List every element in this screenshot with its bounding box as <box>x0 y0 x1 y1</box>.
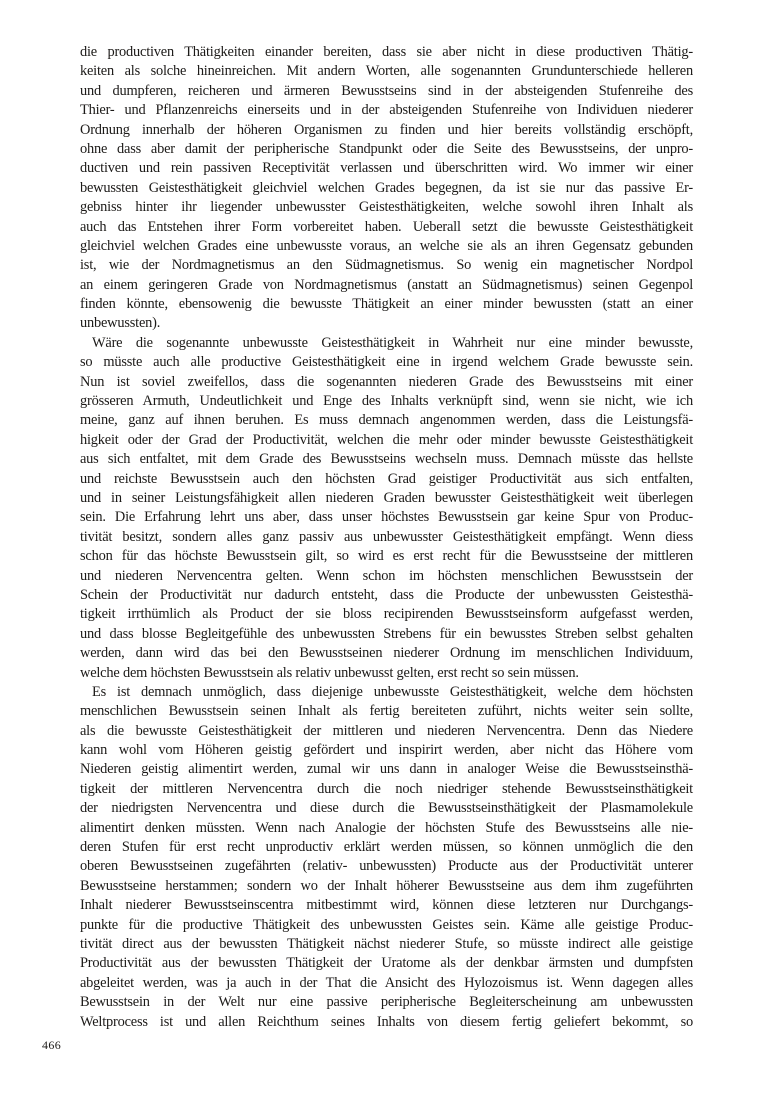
text-line: tivität besitzt, sondern alles ganz passiv aus unbewusster Geistesthätigkeit empfängt. Wenn diess <box>80 528 693 545</box>
text-line: auch das Entstehen ihrer Form vorbereitet haben. Ueberall setzt die bewusste Geistesthätigkeit <box>80 218 693 235</box>
text-line: alimentirt denken müssten. Wenn nach Analogie der höchsten Stufe des Bewusstseins alle nie- <box>80 819 693 836</box>
paragraph <box>80 683 693 1032</box>
text-line: und dass blosse Begleitgefühle des unbewussten Strebens für ein bewusstes Streben selbst gehalten <box>80 625 693 642</box>
text-line: und dumpferen, reicheren und ärmeren Bewusstseins sind in der absteigenden Stufenreihe des <box>80 82 693 99</box>
text-line: Thier- und Pflanzenreichs einerseits und in der absteigenden Stufenreihe von Individuen niederer <box>80 102 693 119</box>
paragraph <box>80 43 693 334</box>
text-line: finden könnte, ebensowenig die bewusste Thätigkeit an einer minder bewussten (statt an einer <box>80 296 693 313</box>
text-line: und in seiner Leistungsfähigkeit allen niederen Graden bewusster Geistesthätigkeit weit überlegen <box>80 489 693 506</box>
text-line: tivität direct aus der bewussten Thätigkeit nächst niederer Stufe, so müsste indirect alle geistige <box>80 935 693 952</box>
text-block <box>80 43 693 1032</box>
text-line: keiten als solche hineinreichen. Mit andern Worten, alle sogenannten Grundunterschiede helleren <box>80 63 693 80</box>
text-line: schon für das höchste Bewusstsein gilt, so wird es erst recht für die Bewusstseine der mittleren <box>80 548 693 565</box>
text-line: punkte für die productive Thätigkeit des unbewussten Geistes sein. Käme alle geistige Produc- <box>80 916 693 933</box>
paragraph <box>80 334 693 683</box>
text-line: higkeit oder der Grad der Productivität, welchen die mehr oder minder bewusste Geistesthätigkeit <box>80 431 693 448</box>
text-line: unbewussten). <box>80 315 161 332</box>
text-line: und reichste Bewusstsein auch den höchsten Grad geistiger Productivität aus sich entfalten, <box>80 470 693 487</box>
text-line: bewussten Geistesthätigkeit gleichviel welchen Grades begegnen, da ist sie nur das passive Er- <box>80 179 693 196</box>
text-line: Es ist demnach unmöglich, dass diejenige unbewusste Geistesthätigkeit, welche dem höchsten <box>92 683 693 700</box>
text-line: ohne dass aber damit der peripherische Standpunkt oder die Seite des Bewusstseins, der unpro- <box>80 140 693 157</box>
text-line: Nun ist soviel zweifellos, dass die sogenannten niederen Grade des Bewusstseins mit einer <box>80 373 693 390</box>
text-line: Weltprocess ist und allen Reichthum seines Inhalts von diesem fertig geliefert bekommt, so <box>80 1013 693 1030</box>
text-line: aus sich entfaltet, mit dem Grade des Bewusstseins wechseln muss. Demnach müsste das hellste <box>80 451 693 468</box>
text-line: Bewusstsein in der Welt nur eine passive peripherische Begleiterscheinung am unbewussten <box>80 994 693 1011</box>
text-line: sein. Die Erfahrung lehrt uns aber, dass unser höchstes Bewusstsein gar keine Spur von Produc- <box>80 509 693 526</box>
text-line: Ordnung innerhalb der höheren Organismen zu finden und hier bereits vollständig erschöpft, <box>80 121 693 138</box>
text-line: die productiven Thätigkeiten einander bereiten, dass sie aber nicht in diese productiven Thätig- <box>80 44 693 60</box>
text-line: meine, ganz auf ihnen beruhen. Es muss demnach angenommen werden, dass die Leistungsfä- <box>80 412 693 429</box>
text-line: menschlichen Bewusstsein seinen Inhalt als fertig bereiteten zuführt, nichts weiter sein sollte, <box>80 703 693 720</box>
text-line: Schein der Productivität nur dadurch entsteht, dass die Producte der unbewussten Geistesthä- <box>80 586 693 603</box>
text-line: gebniss hinter ihr liegender unbewusster Geistesthätigkeiten, welche sowohl ihren Inhalt als <box>80 199 693 216</box>
text-line: grösseren Armuth, Undeutlichkeit und Enge des Inhalts verknüpft sind, wenn sie nicht, wie ich <box>80 393 693 410</box>
text-line: werden, dann wird das bei den Bewusstseinen niederer Ordnung im menschlichen Individuum, <box>80 645 693 662</box>
text-line: Productivität aus der bewussten Thätigkeit der Uratome als der denkbar ärmsten und dumpfsten <box>80 955 693 972</box>
text-line: ist, wie der Nordmagnetismus an den Südmagnetismus. So wenig ein magnetischer Nordpol <box>80 257 693 274</box>
text-line: der niedrigsten Nervencentra und diese durch die Bewusstseinsthätigkeit der Plasmamolekule <box>80 800 693 817</box>
text-line: gleichviel welchen Grades eine unbewusste voraus, an welche sie als an ihren Gegensatz gebunden <box>80 237 693 254</box>
text-line: als die bewusste Geistesthätigkeit der mittleren und niederen Nervencentra. Denn das Niedere <box>80 722 693 739</box>
text-line: Niederen geistig alimentirt werden, zumal wir uns dann in analoger Weise die Bewusstseinsthä- <box>80 761 693 778</box>
text-line: Inhalt niederer Bewusstseinscentra mitbestimmt wird, können diese letzteren nur Durchgangs- <box>80 897 693 914</box>
text-line: abgeleitet werden, was ja auch in der That die Ansicht des Hylozoismus ist. Wenn dagegen alles <box>80 974 693 991</box>
text-line: Wäre die sogenannte unbewusste Geistesthätigkeit in Wahrheit nur eine minder bewusste, <box>92 334 693 351</box>
text-line: tigkeit der mittleren Nervencentra durch die noch niedriger stehende Bewusstseinsthätigkeit <box>80 780 693 797</box>
text-line: so müsste auch alle productive Geistesthätigkeit eine in irgend welchem Grade bewusste sein. <box>80 354 693 371</box>
text-line: kann wohl vom Höheren geistig gefördert und inspirirt werden, aber nicht das Höhere vom <box>80 742 693 759</box>
text-line: ductiven und rein passiven Receptivität verlassen und überschritten wird. Wo immer wir einer <box>80 160 693 177</box>
text-line: deren Stufen für erst recht unproductiv erklärt werden müssen, so können unmöglich die den <box>80 839 693 856</box>
text-line: oberen Bewusstseinen zugefährten (relativ- unbewussten) Producte aus der Productivität unterer <box>80 858 693 875</box>
page-number: 466 <box>42 1038 62 1052</box>
text-line: tigkeit irrthümlich als Product der sie bloss recipirenden Bewusstseinsform aufgefasst werden, <box>80 606 693 623</box>
text-line: welche dem höchsten Bewusstsein als relativ unbewusst gelten, erst recht so sein müssen. <box>80 664 579 681</box>
text-line: an einem geringeren Grade von Nordmagnetismus (anstatt an Südmagnetismus) seinen Gegenpol <box>80 276 693 293</box>
text-line: Bewusstseine herstammen; sondern wo der Inhalt höherer Bewusstseine aus dem ihm zugeführten <box>80 877 693 894</box>
text-line: und niederen Nervencentra gelten. Wenn schon im höchsten menschlichen Bewusstsein der <box>80 567 693 584</box>
